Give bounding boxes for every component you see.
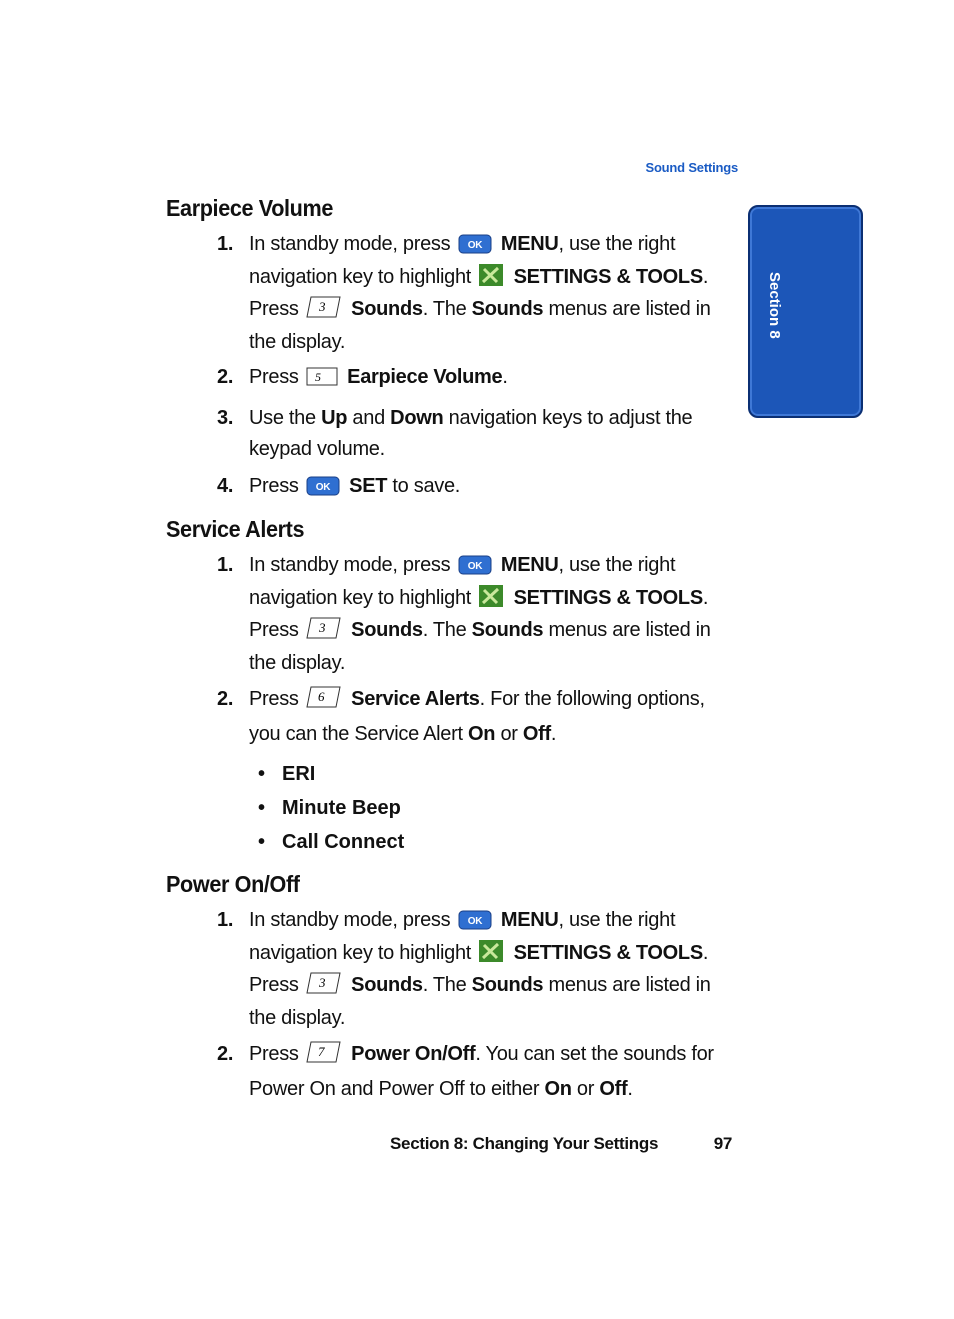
- page-footer: [390, 1134, 732, 1154]
- on-label: On: [468, 723, 496, 745]
- step-number: 2.: [217, 1043, 234, 1065]
- sounds-label: Sounds: [351, 974, 423, 996]
- step-2: 2. Press 7 Power On/Off. You can set the sounds for Power On and Power Off to either On or Off.: [166, 1039, 746, 1105]
- sounds-label: Sounds: [471, 298, 544, 320]
- step-text: . Press: [249, 941, 709, 996]
- power-on-off-label: Power On/Off: [351, 1043, 476, 1065]
- step-text: . You can set the sounds for Power On and Power Off to either: [249, 1043, 714, 1100]
- step-text: and: [352, 406, 385, 429]
- ok-key-icon: [458, 910, 492, 939]
- step-number: 1.: [217, 554, 234, 576]
- step-text: . The: [422, 974, 467, 996]
- earpiece-volume-label: Earpiece Volume: [347, 366, 503, 388]
- step-text: . The: [422, 619, 467, 641]
- step-number: 4.: [217, 474, 234, 497]
- step-number: 1.: [217, 233, 234, 255]
- off-label: Off: [599, 1078, 628, 1100]
- page-content: [166, 195, 746, 1117]
- on-label: On: [544, 1078, 572, 1100]
- svg-text:3: 3: [318, 299, 326, 314]
- menu-label: MENU: [500, 233, 559, 255]
- down-label: Down: [390, 406, 444, 429]
- earpiece-steps: [166, 230, 746, 504]
- svg-text:OK: OK: [315, 481, 331, 493]
- step-text: menus are listed in the display.: [249, 298, 711, 353]
- step-text: Press: [249, 1043, 299, 1065]
- power-on-off-heading: Power On/Off: [166, 871, 300, 897]
- ok-key-icon: [458, 234, 492, 263]
- service-alert-options: [166, 757, 746, 859]
- step-text: In standby mode, press: [249, 233, 451, 255]
- svg-text:6: 6: [317, 689, 325, 704]
- service-steps: [166, 551, 746, 750]
- step-text: Press: [249, 474, 299, 497]
- step-text: or: [576, 1078, 595, 1100]
- key-3-icon: [306, 971, 342, 1004]
- step-text: In standby mode, press: [249, 554, 451, 576]
- settings-tools-icon: [478, 939, 504, 972]
- menu-label: MENU: [500, 554, 559, 576]
- svg-text:7: 7: [317, 1044, 325, 1059]
- set-label: SET: [349, 474, 388, 497]
- up-label: Up: [321, 406, 348, 429]
- step-3: [166, 403, 746, 465]
- step-number: 3.: [217, 406, 234, 429]
- running-head: Sound Settings: [645, 160, 738, 175]
- step-number: 2.: [217, 366, 234, 388]
- power-steps: [166, 906, 746, 1105]
- step-text: navigation keys to adjust the keypad volume.: [249, 406, 693, 460]
- key-3-icon: [306, 616, 342, 649]
- step-text: to save.: [392, 474, 461, 497]
- step-text: , use the right navigation key to highlight: [249, 554, 676, 609]
- key-6-icon: [306, 685, 342, 719]
- page-number: 97: [713, 1134, 732, 1153]
- svg-text:3: 3: [318, 620, 326, 635]
- sounds-label: Sounds: [471, 974, 544, 996]
- step-text: Press: [249, 688, 299, 710]
- list-item: • ERI: [166, 757, 746, 791]
- step-1: [166, 551, 746, 677]
- step-text: . Press: [249, 586, 709, 641]
- earpiece-volume-section: [166, 195, 746, 504]
- svg-text:5: 5: [314, 370, 321, 384]
- key-5-icon: [306, 365, 338, 396]
- sounds-label: Sounds: [351, 619, 423, 641]
- step-1: [166, 230, 746, 356]
- step-text: . For the following options, you can the Service Alert: [249, 688, 705, 745]
- svg-text:3: 3: [318, 975, 326, 990]
- step-4: [166, 472, 746, 505]
- sounds-label: Sounds: [351, 298, 423, 320]
- service-alerts-label: Service Alerts: [351, 688, 480, 710]
- step-text: Use the: [249, 406, 316, 429]
- step-text: , use the right navigation key to highlight: [249, 909, 676, 964]
- step-text: or: [500, 723, 518, 745]
- sounds-label: Sounds: [471, 619, 544, 641]
- service-alerts-heading: Service Alerts: [166, 516, 305, 542]
- key-3-icon: [306, 295, 342, 328]
- step-text: Press: [249, 366, 299, 388]
- menu-label: MENU: [500, 909, 559, 931]
- step-2: 2. Press 5 Earpiece Volume.: [166, 363, 746, 396]
- step-1: [166, 906, 746, 1032]
- svg-text:OK: OK: [467, 561, 482, 572]
- step-text: . The: [422, 298, 467, 320]
- settings-tools-label: SETTINGS & TOOLS: [513, 586, 703, 609]
- earpiece-volume-heading: Earpiece Volume: [166, 195, 333, 221]
- step-number: 2.: [217, 688, 234, 710]
- power-on-off-section: [166, 871, 746, 1105]
- ok-key-icon: [458, 555, 492, 584]
- settings-tools-label: SETTINGS & TOOLS: [513, 941, 703, 964]
- step-text: , use the right navigation key to highlight: [249, 233, 676, 288]
- step-number: 1.: [217, 909, 234, 931]
- step-text: menus are listed in the display.: [249, 974, 711, 1029]
- settings-tools-icon: [478, 584, 504, 617]
- settings-tools-icon: [478, 263, 504, 296]
- step-text: . Press: [249, 265, 709, 320]
- svg-text:OK: OK: [467, 916, 482, 927]
- off-label: Off: [522, 723, 551, 745]
- list-item: • Call Connect: [166, 825, 746, 859]
- settings-tools-label: SETTINGS & TOOLS: [513, 265, 703, 288]
- step-text: menus are listed in the display.: [249, 619, 711, 674]
- service-alerts-section: [166, 516, 746, 859]
- list-item: • Minute Beep: [166, 791, 746, 825]
- svg-text:OK: OK: [467, 240, 482, 251]
- footer-title: Section 8: Changing Your Settings: [390, 1134, 659, 1153]
- key-7-icon: [306, 1040, 342, 1074]
- ok-key-icon: [306, 476, 340, 505]
- step-text: In standby mode, press: [249, 909, 451, 931]
- section-tab-label: Section 8: [766, 272, 783, 339]
- step-2: 2. Press 6 Service Alerts. For the following options, you can the Service Alert On or Off.: [166, 684, 746, 750]
